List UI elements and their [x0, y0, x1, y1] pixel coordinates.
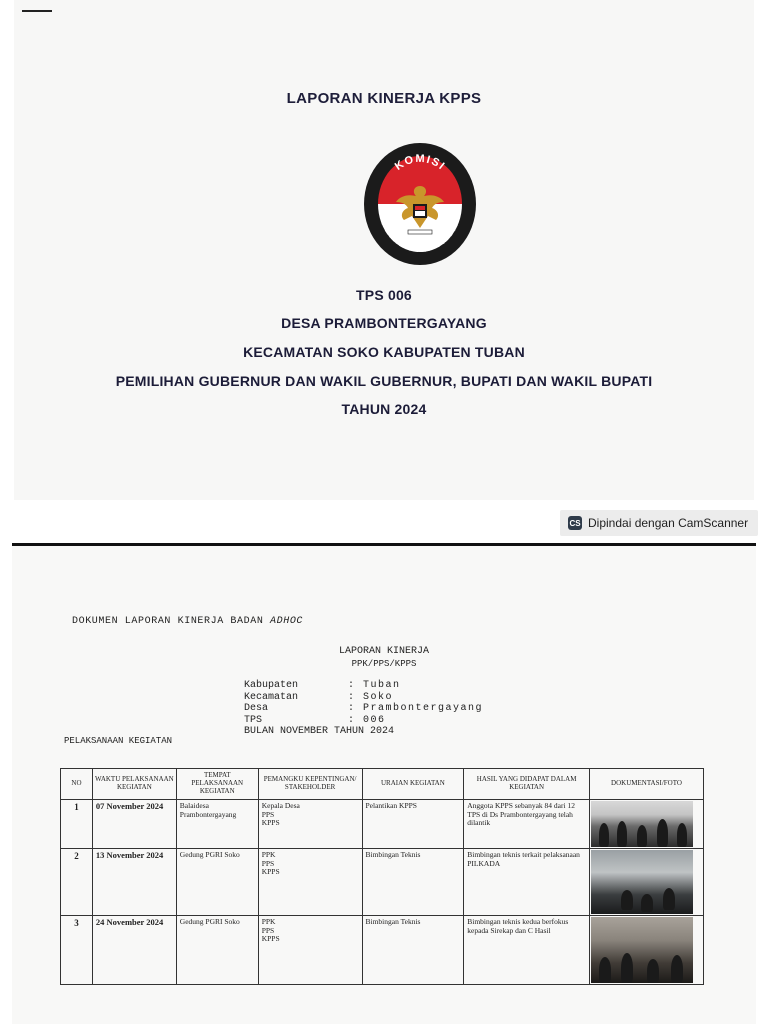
cell-foto: [589, 916, 703, 985]
stakeholder: PPS: [261, 925, 275, 935]
header-dokumentasi: DOKUMENTASI/FOTO: [589, 769, 703, 800]
doc-header: [72, 616, 303, 627]
cell-tempat: Gedung PGRI Soko: [176, 916, 258, 985]
stakeholder: KPPS: [261, 818, 280, 828]
header-waktu: WAKTU PELAKSANAAN KEGIATAN: [92, 769, 176, 800]
info-row: [244, 715, 483, 727]
table-header-row: [61, 769, 704, 800]
cell-pemangku: [258, 849, 362, 916]
logo-bottom-text: PEMILIHAN UMUM: [379, 219, 461, 255]
cell-uraian: Bimbingan Teknis: [362, 849, 464, 916]
report-subtitle: PPK/PPS/KPPS: [351, 659, 417, 669]
cell-tempat: Balaidesa Prambontergayang: [176, 800, 258, 849]
activity-table: [60, 768, 704, 985]
cell-no: 3: [61, 916, 93, 985]
activity-photo: [591, 801, 693, 847]
cover-kecamatan: KECAMATAN SOKO KABUPATEN TUBAN: [243, 344, 525, 360]
stakeholder: PPK: [261, 850, 276, 859]
cell-hasil: Anggota KPPS sebanyak 84 dari 12 TPS di Ds Prambontergayang telah dilantik: [464, 800, 590, 849]
cover-tps: TPS 006: [356, 287, 412, 303]
header-pemangku: PEMANGKU KEPENTINGAN/ STAKEHOLDER: [258, 769, 362, 800]
scan-mark: [22, 10, 52, 12]
info-row: [244, 692, 483, 704]
info-label: Desa: [244, 703, 269, 714]
cell-foto: [589, 800, 703, 849]
cover-election: PEMILIHAN GUBERNUR DAN WAKIL GUBERNUR, BUPATI DAN WAKIL BUPATI: [115, 373, 653, 389]
cell-uraian: Bimbingan Teknis: [362, 916, 464, 985]
camscanner-label: Dipindai dengan CamScanner: [588, 516, 749, 530]
info-row: [244, 680, 483, 692]
table-row: [61, 800, 704, 849]
cell-foto: [589, 849, 703, 916]
table-row: [61, 849, 704, 916]
cell-waktu: 07 November 2024: [92, 800, 176, 849]
table-row: [61, 916, 704, 985]
cell-hasil: Bimbingan teknis kedua berfokus kepada Sirekap dan C Hasil: [464, 916, 590, 985]
cell-uraian: Pelantikan KPPS: [362, 800, 464, 849]
logo-top-text: KOMISI: [392, 152, 448, 173]
cover-title: LAPORAN KINERJA KPPS: [286, 90, 482, 107]
page-edge: [12, 543, 756, 546]
info-label: TPS: [244, 714, 263, 726]
info-value: : 006: [348, 714, 386, 726]
cell-no: 1: [61, 800, 93, 849]
stakeholder: PPS: [261, 809, 275, 819]
cell-hasil: Bimbingan teknis terkait pelaksanaan PILKADA: [464, 849, 590, 916]
cover-page: [14, 0, 754, 500]
report-page: [12, 543, 756, 1024]
kpu-logo: [362, 142, 478, 266]
section-title: PELAKSANAAN KEGIATAN: [64, 736, 173, 746]
header-tempat: TEMPAT PELAKSANAAN KEGIATAN: [176, 769, 258, 800]
report-month: BULAN NOVEMBER TAHUN 2024: [244, 726, 395, 737]
info-label: Kecamatan: [244, 691, 299, 703]
cell-waktu: 24 November 2024: [92, 916, 176, 985]
stakeholder: PPK: [261, 917, 276, 926]
cell-pemangku: [258, 800, 362, 849]
info-value: : Soko: [348, 691, 394, 703]
camscanner-icon: CS: [568, 516, 582, 530]
doc-header-adhoc: ADHOC: [270, 616, 304, 627]
header-uraian: URAIAN KEGIATAN: [362, 769, 464, 800]
info-block: [244, 680, 483, 726]
info-value: : Prambontergayang: [348, 703, 484, 714]
camscanner-watermark: [560, 510, 758, 536]
info-label: Kabupaten: [244, 680, 299, 691]
cover-year: TAHUN 2024: [341, 401, 427, 417]
report-title: LAPORAN KINERJA: [338, 646, 429, 657]
header-no: NO: [61, 769, 93, 800]
cell-pemangku: [258, 916, 362, 985]
cell-no: 2: [61, 849, 93, 916]
stakeholder: PPS: [261, 858, 275, 868]
activity-photo: [591, 917, 693, 983]
info-row: [244, 703, 483, 715]
header-hasil: HASIL YANG DIDAPAT DALAM KEGIATAN: [464, 769, 590, 800]
doc-header-text: DOKUMEN LAPORAN KINERJA BADAN: [72, 616, 271, 627]
stakeholder: Kepala Desa: [261, 801, 300, 810]
info-value: : Tuban: [348, 680, 401, 691]
stakeholder: KPPS: [261, 934, 280, 944]
cover-desa: DESA PRAMBONTERGAYANG: [281, 315, 487, 331]
cell-tempat: Gedung PGRI Soko: [176, 849, 258, 916]
activity-photo: [591, 850, 693, 914]
stakeholder: KPPS: [261, 867, 280, 877]
cell-waktu: 13 November 2024: [92, 849, 176, 916]
